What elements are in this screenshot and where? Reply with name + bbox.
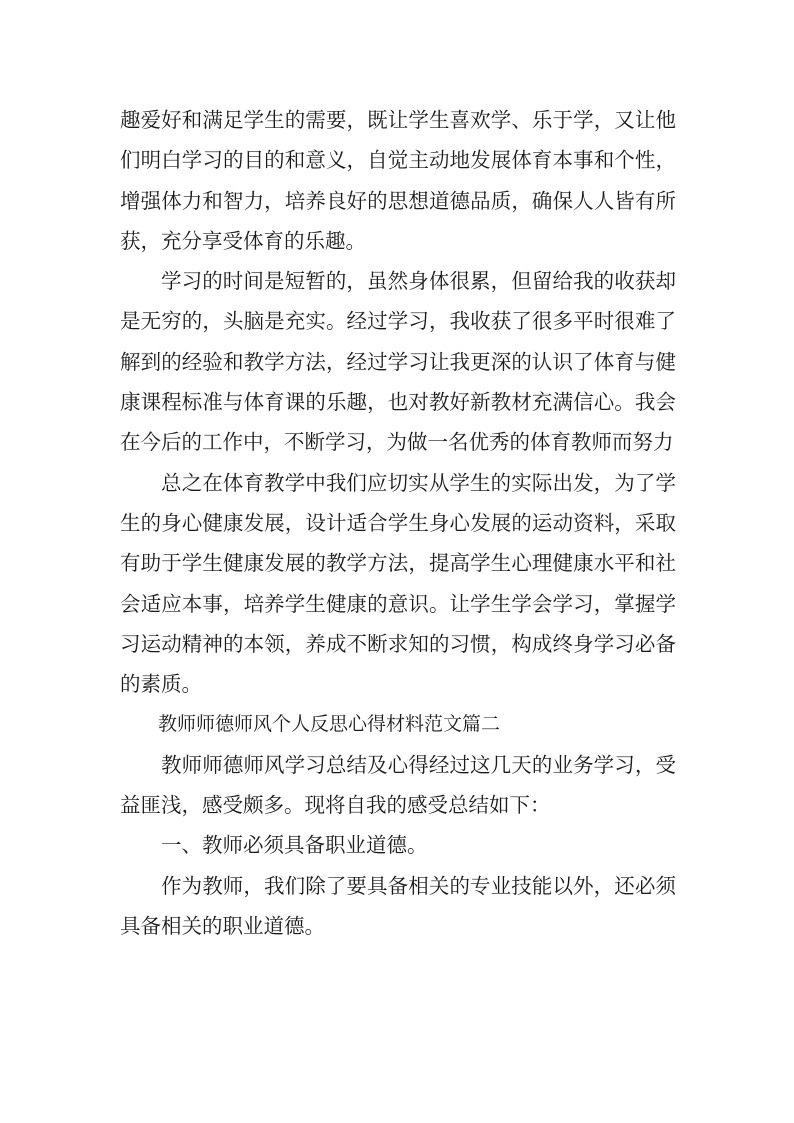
paragraph: 学习的时间是短暂的，虽然身体很累，但留给我的收获却是无穷的，头脑是充实。经过学习，我收获了很多平时很难了解到的经验和教学方法，经过学习让我更深的认识了体育与健康课程标准与体育课的乐趣，也对教好新教材充满信心。我会在今后的工作中，不断学习，为做一名优秀的体育教师而努力 — [120, 269, 676, 455]
document-body — [120, 100, 676, 946]
paragraph: 教师师德师风学习总结及心得经过这几天的业务学习，受益匪浅，感受颇多。现将自我的感受总结如下： — [120, 752, 676, 818]
section-subheading: 一、教师必须具备职业道德。 — [161, 833, 428, 858]
paragraph: 趣爱好和满足学生的需要，既让学生喜欢学、乐于学，又让他们明白学习的目的和意义，自觉主动地发展体育本事和个性，增强体力和智力，培养良好的思想道德品质，确保人人皆有所获，充分享受体育的乐趣。 — [120, 108, 676, 253]
paragraph: 总之在体育教学中我们应切实从学生的实际出发，为了学生的身心健康发展，设计适合学生身心发展的运动资料，采取有助于学生健康发展的教学方法，提高学生心理健康水平和社会适应本事，培养学生健康的意识。让学生学会学习，掌握学习运动精神的本领，养成不断求知的习惯，构成终身学习必备的素质。 — [120, 470, 676, 697]
section-heading: 教师师德师风个人反思心得材料范文篇二 — [158, 713, 501, 736]
paragraph: 作为教师，我们除了要具备相关的专业技能以外，还必须具备相关的职业道德。 — [120, 873, 676, 938]
